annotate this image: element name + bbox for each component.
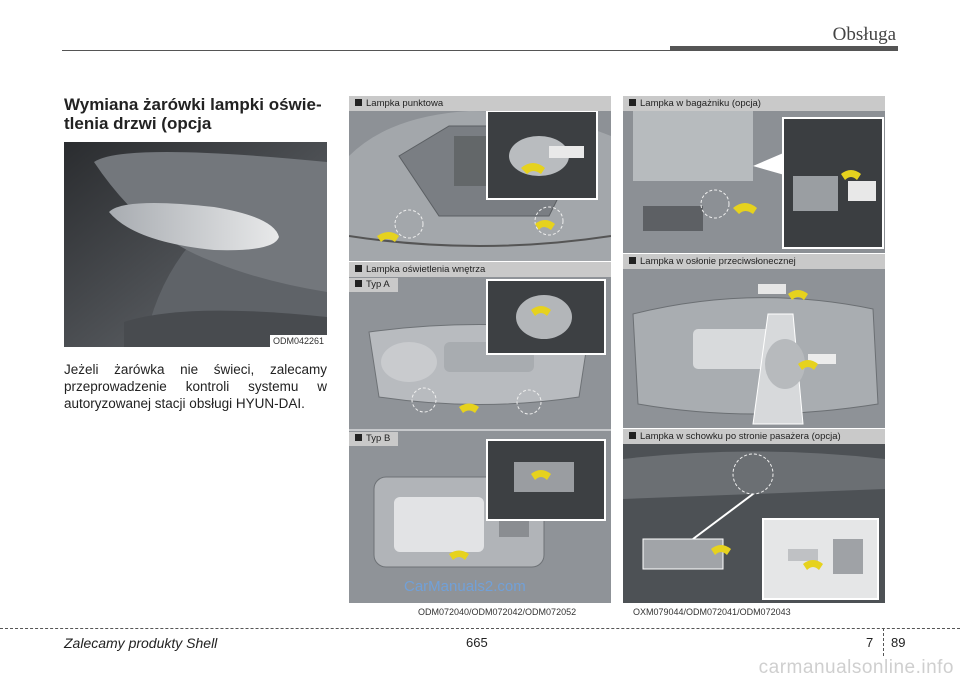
footer-divider xyxy=(883,628,884,656)
bullet-square-icon xyxy=(629,99,636,106)
footer-page-number: 89 xyxy=(891,635,906,650)
panel-label-trunk-lamp: Lampka w bagażniku (opcja) xyxy=(623,96,885,111)
panel-map-lamp xyxy=(349,96,611,261)
chapter-header-title: Obsługa xyxy=(832,24,896,45)
type-a-tag: Typ A xyxy=(349,278,398,292)
panel-label-room-lamp: Lampka oświetlenia wnętrza xyxy=(349,262,611,277)
map-lamp-illustration xyxy=(349,96,611,261)
bullet-square-icon xyxy=(629,257,636,264)
bullet-square-icon xyxy=(355,434,362,441)
panel-trunk-lamp xyxy=(623,96,885,253)
vanity-lamp-illustration xyxy=(623,254,885,428)
bullet-square-icon xyxy=(629,432,636,439)
door-panel-illustration xyxy=(64,142,327,347)
footer-center-number: 665 xyxy=(466,635,488,650)
bullet-square-icon xyxy=(355,99,362,106)
panel-label-map-lamp: Lampka punktowa xyxy=(349,96,611,111)
panel-label-vanity-lamp: Lampka w osłonie przeciwsłonecznej xyxy=(623,254,885,269)
body-paragraph: Jeżeli żarówka nie świeci, zalecamy przeprowadzenie kontroli systemu w autoryzowanej stacji obsługi HYUN-DAI. xyxy=(64,362,327,411)
header-bar xyxy=(670,46,898,51)
footer-rule xyxy=(0,628,960,629)
footer-chapter-number: 7 xyxy=(866,635,874,650)
panel-vanity-lamp xyxy=(623,254,885,428)
figure-codes-right: OXM079044/ODM072041/ODM072043 xyxy=(633,607,791,617)
footer-left-text: Zalecamy produkty Shell xyxy=(64,635,218,651)
type-b-tag: Typ B xyxy=(349,432,398,446)
bullet-square-icon xyxy=(355,280,362,287)
site-watermark: carmanualsonline.info xyxy=(758,657,954,678)
figure-code: ODM042261 xyxy=(270,335,327,347)
panel-label-glovebox-lamp: Lampka w schowku po stronie pasażera (opcja) xyxy=(623,429,885,444)
trunk-lamp-illustration xyxy=(623,96,885,253)
door-lamp-figure xyxy=(64,142,327,347)
glovebox-lamp-illustration xyxy=(623,429,885,603)
section-title: Wymiana żarówki lampki oświe-tlenia drzwi (opcja xyxy=(64,95,322,133)
panel-room-lamp xyxy=(349,262,611,603)
header-rule xyxy=(62,50,670,51)
figure-codes-middle: ODM072040/ODM072042/ODM072052 xyxy=(418,607,577,617)
watermark-text: CarManuals2.com xyxy=(404,578,526,595)
panel-glovebox-lamp xyxy=(623,429,885,603)
bullet-square-icon xyxy=(355,265,362,272)
